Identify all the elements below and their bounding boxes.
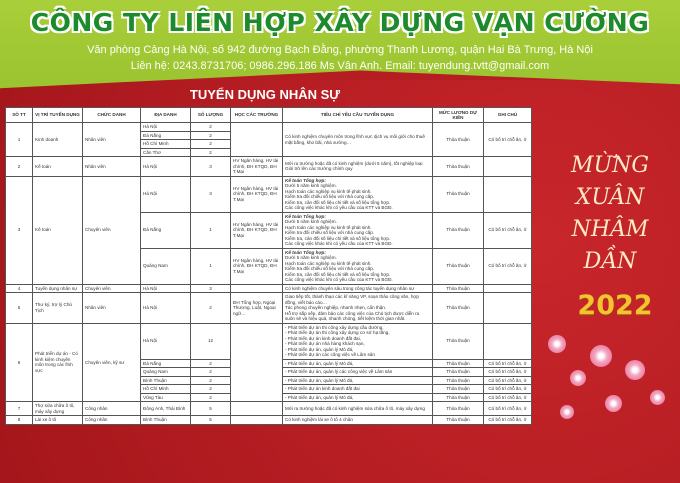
cell-place: Hà Nội xyxy=(141,323,191,359)
cell-qty: 2 xyxy=(191,123,231,132)
cell-schools xyxy=(231,323,283,402)
cell-title: Nhân viên xyxy=(83,157,141,177)
cell-place: Quảng Nam xyxy=(141,248,191,284)
cell-schools xyxy=(231,123,283,157)
criteria-line: Các công việc khác khi có yêu cầu của KTT và BGĐ. xyxy=(285,241,393,246)
criteria-line: - Phát triển dự án, quản lý Mỏ đá, xyxy=(285,360,354,366)
column-header: MỨC LƯƠNG DỰ KIẾN xyxy=(433,108,484,123)
cell-criteria xyxy=(283,416,433,425)
company-contact: Liên hệ: 0243.8731706; 0986.296.186 Ms Vân Anh. Email: tuyendung.tvtt@gmail.com xyxy=(130,60,550,72)
cell-criteria xyxy=(283,368,433,377)
cell-qty: 2 xyxy=(191,131,231,140)
column-header: HỌC CÁC TRƯỜNG xyxy=(231,108,283,123)
cell-place: Bình Thuận xyxy=(141,416,191,425)
cell-note: Có bố trí chỗ ăn, ở xyxy=(484,123,532,157)
cell-note: Có bố trí chỗ ăn, ở xyxy=(484,359,532,368)
cell-place: Vũng Tàu xyxy=(141,393,191,402)
greeting-line: XUÂN xyxy=(575,185,645,210)
cell-qty: 2 xyxy=(191,385,231,394)
cell-note: Có bố trí chỗ ăn, ở xyxy=(484,393,532,402)
cell-criteria xyxy=(283,376,433,385)
column-header: GHI CHÚ xyxy=(484,108,532,123)
criteria-line: Giao tiếp tốt, thành thạo các kĩ năng VP, soạn thảo công văn, hợp đồng, viết báo cáo… xyxy=(285,294,419,305)
cell-place: Hà Nội xyxy=(141,176,191,212)
cell-qty: 12 xyxy=(191,323,231,359)
table-row xyxy=(6,284,532,293)
cell-criteria xyxy=(283,323,433,359)
cell-criteria xyxy=(283,385,433,394)
column-header: SỐ TT xyxy=(6,108,33,123)
criteria-line: Hạch toán các nghiệp vụ kinh tế phát sinh. xyxy=(285,224,372,230)
cell-place: Hà Nội xyxy=(141,284,191,293)
criteria-line: Tác phong chuyên nghiệp, nhanh nhẹn, cẩn thận. xyxy=(285,305,387,310)
cell-salary: Thỏa thuận xyxy=(433,385,484,394)
cell-schools: HV Ngân hàng, HV tài chính, ĐH KTQD, ĐH T.Mại xyxy=(231,176,283,212)
cell-schools xyxy=(231,284,283,293)
cell-salary: Thỏa thuận xyxy=(433,212,484,248)
cell-place: Hà Nội xyxy=(141,123,191,132)
cell-note xyxy=(484,323,532,359)
table-row xyxy=(6,402,532,416)
criteria-line: Hỗ trợ sắp xếp, đảm bảo các công việc của Chủ tịch được diễn ra suôn sẻ và hiệu quả, nhanh chóng, tiết kiệm thời gian nhất. xyxy=(285,310,420,321)
criteria-line: Có kinh nghiệm lái xe ô tô 4 chân xyxy=(285,417,353,422)
cell-qty: 2 xyxy=(191,140,231,149)
cell-stt: 4 xyxy=(6,284,33,293)
cell-position: Kế toán xyxy=(33,157,83,177)
section-title: TUYỂN DỤNG NHÂN SỰ xyxy=(189,87,341,102)
cell-position: Lái xe ô tô xyxy=(33,416,83,425)
table-row xyxy=(6,157,532,177)
column-header: SỐ LƯỢNG xyxy=(191,108,231,123)
column-header: CHỨC DANH xyxy=(83,108,141,123)
criteria-line: Mới ra trường hoặc đã có kinh nghiệm (dưới 5 năm), tốt nghiệp loại Giỏi trở lên các trường chính quy xyxy=(285,160,423,172)
cell-qty: 3 xyxy=(191,157,231,177)
cell-criteria xyxy=(283,393,433,402)
criteria-line: Có kinh nghiệm chuyên môn trong lĩnh vực dịch vụ môi giới cho thuê mặt bằng, kho bãi, nhà xưởng… xyxy=(285,134,425,145)
cell-salary: Thỏa thuận xyxy=(433,157,484,177)
cell-note: Có bố trí chỗ ăn, ở xyxy=(484,416,532,425)
criteria-line: Kiểm tra, cân đối số liệu chi tiết và số liệu tổng hợp. xyxy=(285,199,391,205)
criteria-line: Mới ra trường hoặc đã có kinh nghiệm sửa chữa ô tô, máy xây dựng xyxy=(285,405,425,411)
criteria-line: Có kinh nghiệm chuyên sâu trong công tác tuyển dụng nhân sự xyxy=(285,285,415,291)
cell-place: Hồ Chí Minh xyxy=(141,385,191,394)
cell-stt: 3 xyxy=(6,176,33,284)
criteria-line: - Phát triển dự án kinh doanh đất đai xyxy=(285,386,360,391)
cell-criteria xyxy=(283,248,433,284)
criteria-line: - Phát triển dự án thi công xây dựng cơ sở hạ tầng, xyxy=(285,330,390,335)
cell-note: Có bố trí chỗ ăn, ở xyxy=(484,212,532,248)
cell-place: Đà Nẵng xyxy=(141,212,191,248)
cell-schools: HV Ngân hàng, HV tài chính, ĐH KTQD, ĐH T.Mại xyxy=(231,212,283,248)
cell-salary: Thỏa thuận xyxy=(433,323,484,359)
criteria-line: Dưới 5 năm kinh nghiệm. xyxy=(285,219,337,224)
cell-qty: 2 xyxy=(191,368,231,377)
cell-salary: Thỏa thuận xyxy=(433,376,484,385)
company-address: Văn phòng Cảng Hà Nội, số 942 đường Bạch Đằng, phường Thanh Lương, quận Hai Bà Trưng, Hà Nội xyxy=(87,44,593,56)
criteria-line: Kiểm tra đối chiếu số liệu với nhà cung cấp. xyxy=(285,194,375,199)
cell-place: Hà Nội xyxy=(141,293,191,324)
cell-position: Thư ký, trợ lý Chủ Tịch xyxy=(33,293,83,324)
cell-qty: 5 xyxy=(191,416,231,425)
cell-position: Tuyển dụng nhân sự xyxy=(33,284,83,293)
table-header xyxy=(6,108,532,123)
criteria-line: Kiểm tra đối chiếu số liệu với nhà cung cấp. xyxy=(285,266,375,271)
cell-qty: 5 xyxy=(191,402,231,416)
criteria-line: - Phát triển dự án nhà hàng khách sạn, xyxy=(285,341,365,346)
criteria-line: Các công việc khác khi có yêu cầu của KTT và BGĐ. xyxy=(285,205,393,210)
cell-stt: 5 xyxy=(6,293,33,324)
cell-place: Hồ Chí Minh xyxy=(141,140,191,149)
cell-schools xyxy=(231,402,283,416)
cell-schools: HV Ngân hàng, HV tài chính, ĐH KTQD, ĐH T.Mại xyxy=(231,248,283,284)
cell-title: Nhân viên xyxy=(83,293,141,324)
cell-salary: Thỏa thuận xyxy=(433,368,484,377)
cell-title: Chuyên viên xyxy=(83,284,141,293)
cell-position: Phát triển dự án - Có kinh kiệm chuyên môn trong các lĩnh vực xyxy=(33,323,83,402)
cell-criteria xyxy=(283,402,433,416)
cell-note xyxy=(484,176,532,212)
table-row xyxy=(6,323,532,359)
cell-place: Hà Nội xyxy=(141,157,191,177)
cell-note xyxy=(484,157,532,177)
cell-qty: 1 xyxy=(191,212,231,248)
criteria-line: Các công việc khác khi có yêu cầu của KTT và BGĐ. xyxy=(285,277,393,282)
cell-title: Công nhân xyxy=(83,416,141,425)
criteria-line: Dưới 5 năm kinh nghiệm. xyxy=(285,255,337,260)
column-header: TIÊU CHÍ YÊU CẦU TUYỂN DỤNG xyxy=(283,108,433,123)
cell-stt: 8 xyxy=(6,416,33,425)
criteria-line: Hạch toán các nghiệp vụ kinh tế phát sinh. xyxy=(285,188,372,194)
cell-note: Có bố trí chỗ ăn, ở xyxy=(484,368,532,377)
criteria-line: Kiểm tra, cân đối số liệu chi tiết và số liệu tổng hợp. xyxy=(285,271,391,277)
criteria-line: - Phát triển dự án, quản lý Mỏ đá, xyxy=(285,377,354,383)
criteria-line: Hạch toán các nghiệp vụ kinh tế phát sinh. xyxy=(285,260,372,266)
cell-qty: 2 xyxy=(191,293,231,324)
cell-title: Chuyên viên xyxy=(83,176,141,284)
cell-criteria xyxy=(283,293,433,324)
cell-stt: 1 xyxy=(6,123,33,157)
criteria-line: - Phát triển dự án thi công xây dựng cầu đường, xyxy=(285,324,384,330)
cell-criteria xyxy=(283,359,433,368)
cell-qty: 3 xyxy=(191,284,231,293)
company-name: CÔNG TY LIÊN HỢP XÂY DỰNG VẠN CƯỜNG xyxy=(30,8,650,37)
cell-salary: Thỏa thuận xyxy=(433,293,484,324)
recruitment-table xyxy=(5,107,532,425)
cell-note: Có bố trí chỗ ăn, ở xyxy=(484,376,532,385)
column-header: VỊ TRÍ TUYỂN DỤNG xyxy=(33,108,83,123)
column-header: ĐỊA DANH xyxy=(141,108,191,123)
cell-criteria xyxy=(283,157,433,177)
cell-place: Quảng Nam xyxy=(141,368,191,377)
criteria-line: - Phát triển dự án, quản lý Mỏ đá, xyxy=(285,394,354,400)
cell-note: Có bố trí chỗ ăn, ở xyxy=(484,248,532,284)
cell-note xyxy=(484,293,532,324)
cell-position: Kinh doanh xyxy=(33,123,83,157)
cell-stt: 2 xyxy=(6,157,33,177)
criteria-line: - Phát triển dự án kinh doanh đất đai, xyxy=(285,335,361,341)
criteria-line: - Phát triển dự án, quản lý Mỏ đá, xyxy=(285,346,354,352)
cell-stt: 6 xyxy=(6,323,33,402)
cell-qty: 1 xyxy=(191,248,231,284)
cell-salary: Thỏa thuận xyxy=(433,248,484,284)
cell-criteria xyxy=(283,212,433,248)
cell-qty: 3 xyxy=(191,176,231,212)
new-year-greeting xyxy=(545,150,675,278)
cell-qty: 2 xyxy=(191,359,231,368)
table-row xyxy=(6,293,532,324)
criteria-line: - Phát triển dự án các công việc về Lâm sản xyxy=(285,352,375,357)
cell-position: Kế toán xyxy=(33,176,83,284)
cell-stt: 7 xyxy=(6,402,33,416)
greeting-line: MỪNG xyxy=(571,153,649,178)
cell-schools: HV Ngân hàng, HV tài chính, ĐH KTQD, ĐH T.Mại xyxy=(231,157,283,177)
cell-salary: Thỏa thuận xyxy=(433,123,484,157)
greeting-line: NHÂM DẦN xyxy=(571,217,649,274)
cell-position: Thợ sửa chữa ô tô, máy xây dựng xyxy=(33,402,83,416)
cell-criteria xyxy=(283,176,433,212)
cell-salary: Thỏa thuận xyxy=(433,416,484,425)
criteria-heading: Kế toán Tổng hợp: xyxy=(285,213,326,219)
criteria-heading: Kế toán Tổng hợp: xyxy=(285,177,326,183)
cell-schools xyxy=(231,416,283,425)
cell-note: Có bố trí chỗ ăn, ở xyxy=(484,385,532,394)
criteria-heading: Kế toán Tổng hợp: xyxy=(285,249,326,255)
cell-title: Công nhân xyxy=(83,402,141,416)
cell-place: Đông Anh, Thái Bình xyxy=(141,402,191,416)
cell-criteria xyxy=(283,123,433,157)
cell-place: Đà Nẵng xyxy=(141,131,191,140)
cell-place: Cần Thơ xyxy=(141,148,191,157)
table-row xyxy=(6,176,532,212)
cell-qty: 2 xyxy=(191,376,231,385)
cell-note xyxy=(484,284,532,293)
table-row xyxy=(6,123,532,132)
cell-place: Bình Thuận xyxy=(141,376,191,385)
table-row xyxy=(6,416,532,425)
cell-salary: Thỏa thuận xyxy=(433,393,484,402)
criteria-line: Kiểm tra, cân đối số liệu chi tiết và số liệu tổng hợp. xyxy=(285,235,391,241)
cell-salary: Thỏa thuận xyxy=(433,359,484,368)
cell-title: Chuyên viên, kỹ sư xyxy=(83,323,141,402)
cell-note: Có bố trí chỗ ăn, ở xyxy=(484,402,532,416)
year-label: 2022 xyxy=(577,290,653,321)
cell-qty: 2 xyxy=(191,148,231,157)
criteria-line: Dưới 5 năm kinh nghiệm. xyxy=(285,183,337,188)
cell-salary: Thỏa thuận xyxy=(433,284,484,293)
cell-schools: ĐH Tổng hợp, Ngoại Thương, Luật, Ngoại ngữ… xyxy=(231,293,283,324)
cell-salary: Thỏa thuận xyxy=(433,402,484,416)
cell-qty: 2 xyxy=(191,393,231,402)
criteria-line: Kiểm tra đối chiếu số liệu với nhà cung cấp. xyxy=(285,230,375,235)
cell-salary: Thỏa thuận xyxy=(433,176,484,212)
cell-criteria xyxy=(283,284,433,293)
cell-title: Nhân viên xyxy=(83,123,141,157)
cell-place: Đà Nẵng xyxy=(141,359,191,368)
criteria-line: - Phát triển dự án, quản lý các công việc về Lâm sản xyxy=(285,369,393,374)
